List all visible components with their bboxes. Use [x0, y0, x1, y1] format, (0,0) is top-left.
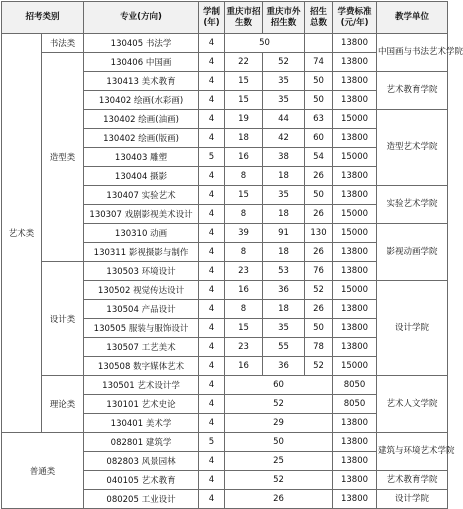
header-row [2, 2, 448, 34]
cq-cell: 22 [225, 53, 263, 72]
out-cell: 36 [263, 281, 305, 300]
fee-cell: 15000 [333, 357, 377, 376]
total-cell: 50 [305, 186, 333, 205]
major-name: 工艺美术 [141, 343, 176, 353]
major-code: 130402 [103, 134, 136, 144]
cq-cell: 15 [225, 319, 263, 338]
out-cell: 18 [263, 205, 305, 224]
fee-cell: 8050 [333, 395, 377, 414]
enroll-cell: 25 [225, 452, 333, 471]
major-code: 130311 [93, 248, 127, 258]
major-code: 080205 [106, 495, 139, 505]
major-name: 绘画(版画) [138, 134, 179, 144]
out-cell: 38 [263, 148, 305, 167]
header-total: 招生总数 [305, 2, 333, 34]
major-code: 082801 [110, 438, 144, 448]
total-cell: 78 [305, 338, 333, 357]
out-cell: 18 [263, 243, 305, 262]
major-name: 艺术设计学 [137, 381, 180, 391]
subcategory-design: 设计类 [42, 262, 84, 376]
major-code: 130508 [97, 362, 131, 372]
total-cell: 130 [305, 224, 333, 243]
years-cell: 4 [199, 186, 225, 205]
total-cell: 54 [305, 148, 333, 167]
fee-cell: 13800 [333, 490, 377, 509]
total-cell: 76 [305, 262, 333, 281]
fee-cell: 15000 [333, 148, 377, 167]
years-cell: 4 [199, 338, 225, 357]
major-name: 绘画(水彩画) [134, 96, 184, 106]
unit-design-2: 设计学院 [377, 490, 448, 509]
major-code: 130502 [97, 286, 131, 296]
cq-cell: 39 [225, 224, 263, 243]
fee-cell: 13800 [333, 433, 377, 452]
major-name: 视觉传达设计 [133, 286, 185, 296]
table-row [2, 34, 448, 53]
major-name: 雕塑 [150, 153, 168, 163]
total-cell: 52 [305, 357, 333, 376]
total-cell: 26 [305, 243, 333, 262]
major-name: 影视摄影与制作 [128, 248, 189, 258]
cq-cell: 8 [225, 167, 263, 186]
major-code: 130101 [106, 400, 139, 410]
major-name: 数字媒体艺术 [133, 362, 185, 372]
out-cell: 44 [263, 110, 305, 129]
out-cell: 91 [263, 224, 305, 243]
header-cq: 重庆市招生数 [225, 2, 263, 34]
total-cell [305, 34, 333, 53]
major-name: 艺术史论 [141, 400, 176, 410]
unit-film: 影视动画学院 [377, 224, 448, 281]
out-cell: 35 [263, 91, 305, 110]
years-cell: 4 [199, 281, 225, 300]
table-row [2, 376, 448, 395]
major-name: 中国画 [145, 58, 172, 68]
years-cell: 4 [199, 110, 225, 129]
fee-cell: 13800 [333, 338, 377, 357]
years-cell: 4 [199, 414, 225, 433]
major-name: 美术学 [145, 419, 172, 429]
out-cell: 53 [263, 262, 305, 281]
subcategory-plastic: 造型类 [42, 53, 84, 262]
major-code: 130403 [114, 153, 148, 163]
major-code: 130406 [110, 58, 144, 68]
years-cell: 4 [199, 91, 225, 110]
years-cell: 5 [199, 433, 225, 452]
years-cell: 4 [199, 300, 225, 319]
fee-cell: 13800 [333, 91, 377, 110]
fee-cell: 13800 [333, 53, 377, 72]
enroll-cell: 52 [225, 471, 333, 490]
cq-cell: 15 [225, 72, 263, 91]
years-cell: 4 [199, 72, 225, 91]
enrollment-table [1, 1, 463, 509]
total-cell: 52 [305, 281, 333, 300]
major-name: 书法学 [145, 39, 172, 49]
major-name: 产品设计 [141, 305, 176, 315]
major-code: 130401 [110, 419, 144, 429]
fee-cell: 15000 [333, 110, 377, 129]
fee-cell: 13800 [333, 186, 377, 205]
fee-cell: 8050 [333, 376, 377, 395]
total-cell: 26 [305, 167, 333, 186]
major-name: 工业设计 [141, 495, 176, 505]
fee-cell: 13800 [333, 243, 377, 262]
enroll-cell: 60 [225, 376, 333, 395]
years-cell: 4 [199, 243, 225, 262]
unit-plastic: 造型艺术学院 [377, 110, 448, 186]
major-code: 130504 [106, 305, 139, 315]
major-code: 130501 [102, 381, 135, 391]
out-cell: 18 [263, 300, 305, 319]
fee-cell: 13800 [333, 319, 377, 338]
major-code: 130407 [106, 191, 139, 201]
years-cell: 4 [199, 224, 225, 243]
cq-cell: 16 [225, 357, 263, 376]
major-code: 130402 [103, 115, 136, 125]
unit-humanities: 艺术人文学院 [377, 376, 448, 433]
total-cell: 50 [305, 91, 333, 110]
subcategory-theory: 理论类 [42, 376, 84, 433]
cq-cell: 8 [225, 205, 263, 224]
fee-cell: 13800 [333, 129, 377, 148]
fee-cell: 13800 [333, 471, 377, 490]
cq-cell: 16 [225, 148, 263, 167]
fee-cell: 13800 [333, 262, 377, 281]
cq-cell: 18 [225, 129, 263, 148]
out-cell: 55 [263, 338, 305, 357]
major-name: 环境设计 [141, 267, 176, 277]
years-cell: 4 [199, 471, 225, 490]
header-major: 专业(方向) [84, 2, 199, 34]
major-code: 130404 [114, 172, 148, 182]
header-category: 招考类别 [2, 2, 84, 34]
years-cell: 4 [199, 452, 225, 471]
major-name: 艺术教育 [141, 476, 176, 486]
years-cell: 4 [199, 490, 225, 509]
header-unit: 教学单位 [377, 2, 448, 34]
unit-experimental: 实验艺术学院 [377, 186, 448, 224]
enroll-cell: 50 [225, 34, 305, 53]
years-cell: 4 [199, 34, 225, 53]
enroll-cell: 29 [225, 414, 333, 433]
cq-cell: 16 [225, 281, 263, 300]
major-code: 040105 [106, 476, 139, 486]
major-code: 130503 [106, 267, 139, 277]
major-code: 130413 [106, 77, 139, 87]
total-cell: 60 [305, 129, 333, 148]
cq-cell: 15 [225, 91, 263, 110]
years-cell: 4 [199, 395, 225, 414]
fee-cell: 13800 [333, 452, 377, 471]
fee-cell: 13800 [333, 167, 377, 186]
years-cell: 4 [199, 357, 225, 376]
fee-cell: 15000 [333, 205, 377, 224]
years-cell: 4 [199, 319, 225, 338]
major-code: 130405 [110, 39, 144, 49]
total-cell: 63 [305, 110, 333, 129]
cq-cell: 23 [225, 338, 263, 357]
total-cell: 50 [305, 319, 333, 338]
total-cell: 74 [305, 53, 333, 72]
header-fee: 学费标准(元/年) [333, 2, 377, 34]
out-cell: 42 [263, 129, 305, 148]
header-years: 学制(年) [199, 2, 225, 34]
category-art: 艺术类 [2, 34, 42, 433]
category-general: 普通类 [2, 433, 84, 509]
major-code: 082803 [106, 457, 139, 467]
major-name: 美术教育 [141, 77, 176, 87]
major-code: 130307 [89, 210, 122, 220]
cq-cell: 23 [225, 262, 263, 281]
major-code: 130505 [93, 324, 127, 334]
enroll-cell: 52 [225, 395, 333, 414]
years-cell: 4 [199, 129, 225, 148]
out-cell: 52 [263, 53, 305, 72]
cq-cell: 8 [225, 243, 263, 262]
out-cell: 35 [263, 186, 305, 205]
major-name: 实验艺术 [141, 191, 176, 201]
unit-art-edu: 艺术教育学院 [377, 72, 448, 110]
major-code: 130402 [98, 96, 132, 106]
major-code: 130507 [106, 343, 139, 353]
fee-cell: 15000 [333, 224, 377, 243]
major-name: 建筑学 [145, 438, 172, 448]
years-cell: 4 [199, 53, 225, 72]
out-cell: 35 [263, 72, 305, 91]
years-cell: 4 [199, 262, 225, 281]
unit-calligraphy: 中国画与书法艺术学院 [377, 34, 448, 72]
unit-art-edu-2: 艺术教育学院 [377, 471, 448, 490]
fee-cell: 13800 [333, 72, 377, 91]
fee-cell: 13800 [333, 414, 377, 433]
years-cell: 4 [199, 167, 225, 186]
major-name: 绘画(油画) [138, 115, 179, 125]
cq-cell: 8 [225, 300, 263, 319]
major-name: 动画 [150, 229, 168, 239]
subcategory-calligraphy: 书法类 [42, 34, 84, 53]
years-cell: 4 [199, 205, 225, 224]
fee-cell: 15000 [333, 281, 377, 300]
unit-architecture-2: 建筑与环境艺术学院 [377, 433, 448, 471]
out-cell: 36 [263, 357, 305, 376]
header-out: 重庆市外招生数 [263, 2, 305, 34]
major-name: 摄影 [150, 172, 168, 182]
major-name: 风景园林 [141, 457, 176, 467]
out-cell: 35 [263, 319, 305, 338]
cq-cell: 19 [225, 110, 263, 129]
total-cell: 26 [305, 205, 333, 224]
years-cell: 5 [199, 148, 225, 167]
major-name: 服装与服饰设计 [128, 324, 189, 334]
major-code: 130310 [114, 229, 148, 239]
table-row [2, 433, 448, 452]
fee-cell: 13800 [333, 300, 377, 319]
enroll-cell: 26 [225, 490, 333, 509]
enroll-cell: 50 [225, 433, 333, 452]
total-cell: 26 [305, 300, 333, 319]
cq-cell: 15 [225, 186, 263, 205]
years-cell: 4 [199, 376, 225, 395]
unit-design: 设计学院 [377, 281, 448, 376]
total-cell: 50 [305, 72, 333, 91]
out-cell: 18 [263, 167, 305, 186]
major-name: 戏剧影视美术设计 [124, 210, 193, 220]
fee-cell: 13800 [333, 34, 377, 53]
